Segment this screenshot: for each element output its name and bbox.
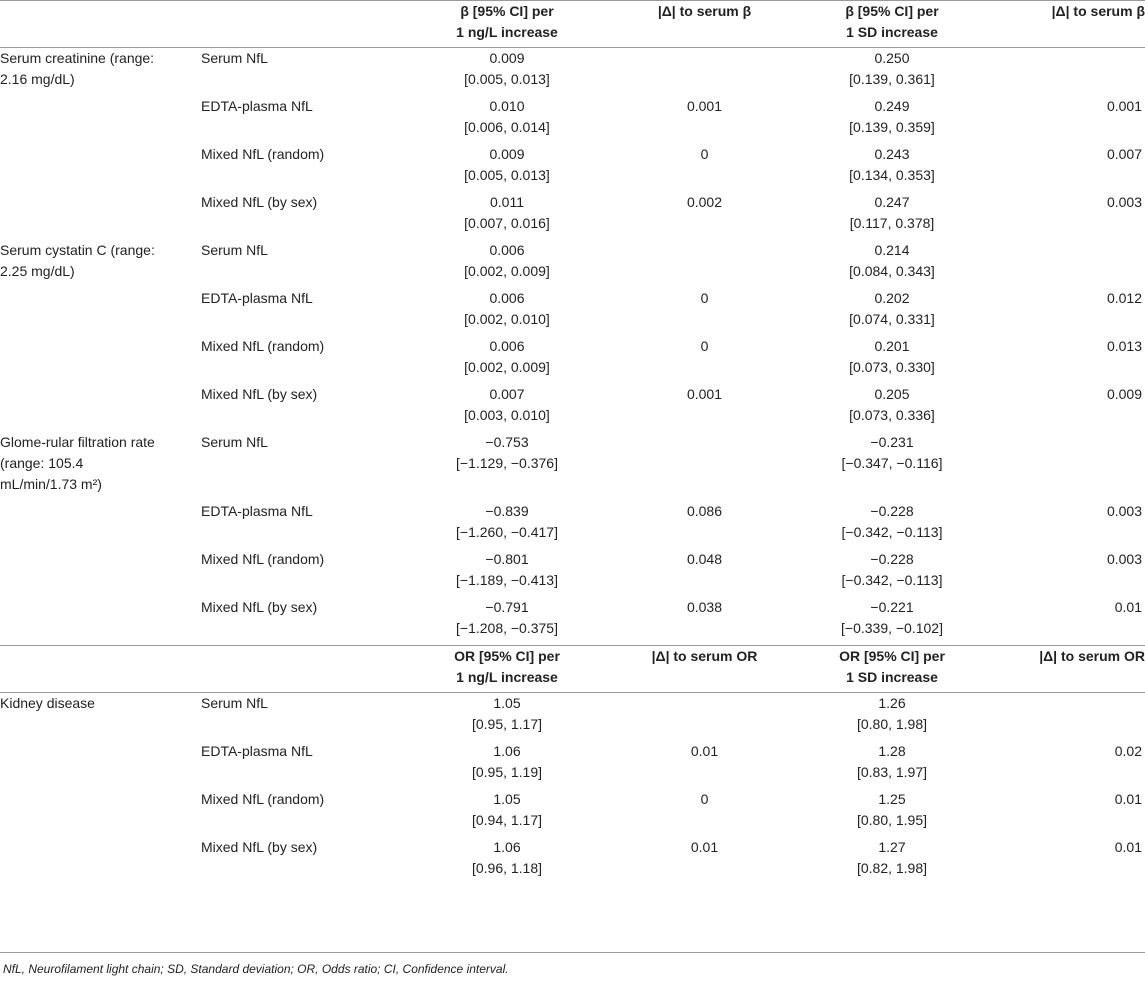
odds-ratio-per-ng-ci: [0.95, 1.19] <box>471 764 543 780</box>
nfl-sample-type: Mixed NfL (by sex) <box>201 386 318 402</box>
odds-ratio-per-ng <box>382 693 632 742</box>
delta-or-per-ng <box>632 693 777 742</box>
estimate-per-sd <box>777 288 1007 336</box>
estimate-per-sd-ci: [−0.342, −0.113] <box>841 572 943 588</box>
outcome-label <box>0 288 201 336</box>
estimate-per-sd-value: 0.214 <box>874 242 910 258</box>
outcome-label-line: Serum cystatin C (range: <box>0 242 155 258</box>
estimate-per-sd-ci: [0.139, 0.359] <box>849 119 935 135</box>
estimate-per-ng-ci: [0.006, 0.014] <box>464 119 550 135</box>
estimate-per-ng <box>382 240 632 288</box>
outcome-label-line: 2.16 mg/dL) <box>0 71 75 87</box>
results-table-body <box>0 1 1145 886</box>
odds-ratio-per-ng <box>382 741 632 789</box>
header-beta-per-sd-line2: 1 SD increase <box>846 24 938 40</box>
delta-per-sd: 0.003 <box>1106 503 1142 519</box>
header-beta-per-ng <box>382 1 632 48</box>
delta-or-per-sd: 0.01 <box>1114 839 1142 855</box>
estimate-per-sd-ci: [−0.342, −0.113] <box>841 524 943 540</box>
estimate-per-ng <box>382 597 632 646</box>
table-row <box>0 501 1145 549</box>
estimate-per-sd-value: −0.228 <box>870 503 914 519</box>
odds-ratio-per-ng <box>382 789 632 837</box>
outcome-label <box>0 384 201 432</box>
estimate-per-sd-ci: [0.074, 0.331] <box>849 311 935 327</box>
nfl-sample-type: EDTA-plasma NfL <box>201 503 313 519</box>
delta-per-sd <box>1007 432 1145 501</box>
delta-or-per-ng: 0.01 <box>690 839 719 855</box>
estimate-per-sd <box>777 240 1007 288</box>
estimate-per-ng-value: 0.011 <box>490 194 524 210</box>
delta-per-ng: 0.001 <box>686 98 723 114</box>
delta-per-sd: 0.003 <box>1106 194 1142 210</box>
estimate-per-ng-value: −0.801 <box>485 551 529 567</box>
outcome-label <box>0 192 201 240</box>
linear-header-row <box>0 1 1145 48</box>
delta-per-sd: 0.007 <box>1106 146 1142 162</box>
delta-per-ng: 0.038 <box>686 599 723 615</box>
table-bottom-rule <box>0 952 1145 953</box>
estimate-per-sd <box>777 597 1007 646</box>
odds-ratio-per-sd-value: 1.28 <box>878 743 906 759</box>
estimate-per-sd-ci: [0.073, 0.330] <box>849 359 935 375</box>
header-delta-beta: |Δ| to serum β <box>632 1 777 48</box>
estimate-per-ng-value: 0.007 <box>489 386 525 402</box>
odds-ratio-per-sd <box>777 741 1007 789</box>
delta-per-ng: 0.001 <box>686 386 723 402</box>
table-row <box>0 432 1145 501</box>
odds-ratio-per-ng-value: 1.06 <box>493 839 521 855</box>
table-row <box>0 837 1145 885</box>
estimate-per-ng-ci: [0.007, 0.016] <box>464 215 550 231</box>
table-row <box>0 693 1145 742</box>
nfl-sample-type: Mixed NfL (random) <box>201 338 325 354</box>
estimate-per-sd <box>777 144 1007 192</box>
estimate-per-sd-ci: [0.117, 0.378] <box>849 215 935 231</box>
delta-per-ng: 0 <box>700 338 709 354</box>
header-delta-beta-sd: |Δ| to serum β <box>1007 1 1145 48</box>
estimate-per-ng-value: −0.753 <box>485 434 529 450</box>
outcome-label <box>0 789 201 837</box>
header-blank-nfl <box>201 1 382 48</box>
estimate-per-ng-value: −0.791 <box>485 599 529 615</box>
table-row <box>0 48 1145 97</box>
estimate-per-sd-value: −0.231 <box>870 434 914 450</box>
estimate-per-sd <box>777 96 1007 144</box>
estimate-per-ng <box>382 336 632 384</box>
odds-ratio-per-ng-ci: [0.96, 1.18] <box>471 860 543 876</box>
table-row <box>0 789 1145 837</box>
delta-per-sd: 0.013 <box>1106 338 1142 354</box>
outcome-label <box>0 741 201 789</box>
delta-or-per-sd <box>1007 693 1145 742</box>
table-row <box>0 96 1145 144</box>
outcome-label-line: Serum creatinine (range: <box>0 50 155 66</box>
outcome-label-line: mL/min/1.73 m²) <box>0 476 102 492</box>
header-beta-per-sd-line1: β [95% CI] per <box>845 3 939 19</box>
estimate-per-sd-value: 0.243 <box>874 146 910 162</box>
estimate-per-ng <box>382 384 632 432</box>
delta-per-ng: 0.048 <box>686 551 723 567</box>
outcome-label <box>0 96 201 144</box>
table-row <box>0 741 1145 789</box>
delta-per-ng: 0.086 <box>686 503 723 519</box>
header-beta-per-sd <box>777 1 1007 48</box>
delta-per-sd: 0.001 <box>1106 98 1142 114</box>
estimate-per-ng <box>382 192 632 240</box>
estimate-per-sd <box>777 384 1007 432</box>
estimate-per-ng-value: 0.006 <box>489 290 525 306</box>
delta-per-ng: 0.002 <box>686 194 723 210</box>
delta-per-ng: 0 <box>700 290 709 306</box>
estimate-per-sd <box>777 336 1007 384</box>
delta-per-sd <box>1007 48 1145 97</box>
odds-ratio-per-ng-value: 1.05 <box>493 695 521 711</box>
header-blank-nfl <box>201 646 382 693</box>
odds-ratio-per-sd <box>777 789 1007 837</box>
estimate-per-sd <box>777 432 1007 501</box>
estimate-per-ng <box>382 144 632 192</box>
odds-ratio-per-sd-ci: [0.80, 1.95] <box>856 812 928 828</box>
estimate-per-ng <box>382 48 632 97</box>
odds-ratio-per-sd-value: 1.27 <box>878 839 906 855</box>
estimate-per-ng-ci: [0.005, 0.013] <box>464 71 550 87</box>
estimate-per-sd-value: −0.221 <box>870 599 914 615</box>
estimate-per-sd-ci: [0.084, 0.343] <box>849 263 935 279</box>
estimate-per-ng-ci: [−1.260, −0.417] <box>456 524 558 540</box>
header-or-per-ng <box>382 646 632 693</box>
delta-or-per-sd: 0.01 <box>1114 791 1142 807</box>
odds-ratio-per-ng <box>382 837 632 885</box>
outcome-label-line: 2.25 mg/dL) <box>0 263 75 279</box>
estimate-per-ng-ci: [−1.129, −0.376] <box>456 455 558 471</box>
outcome-label <box>0 144 201 192</box>
odds-ratio-per-sd <box>777 837 1007 885</box>
estimate-per-ng-value: 0.009 <box>489 50 525 66</box>
table-row <box>0 288 1145 336</box>
estimate-per-sd-ci: [0.134, 0.353] <box>849 167 935 183</box>
estimate-per-sd-value: 0.247 <box>874 194 910 210</box>
estimate-per-ng-value: 0.006 <box>489 242 525 258</box>
delta-per-ng <box>632 48 777 97</box>
odds-ratio-per-ng-value: 1.06 <box>493 743 521 759</box>
nfl-sample-type: Serum NfL <box>201 242 268 258</box>
nfl-sample-type: EDTA-plasma NfL <box>201 98 313 114</box>
table-footnote: NfL, Neurofilament light chain; SD, Standard deviation; OR, Odds ratio; CI, Confidence interval. <box>3 962 509 976</box>
estimate-per-sd <box>777 48 1007 97</box>
nfl-sample-type: Serum NfL <box>201 434 268 450</box>
header-beta-per-ng-line1: β [95% CI] per <box>460 3 554 19</box>
delta-or-per-ng: 0 <box>700 791 709 807</box>
odds-ratio-per-sd-value: 1.25 <box>878 791 906 807</box>
odds-ratio-per-ng-value: 1.05 <box>493 791 521 807</box>
outcome-label <box>0 336 201 384</box>
table-row <box>0 144 1145 192</box>
estimate-per-sd-value: −0.228 <box>870 551 914 567</box>
table-row <box>0 549 1145 597</box>
estimate-per-ng-ci: [−1.189, −0.413] <box>456 572 558 588</box>
nfl-sample-type: Mixed NfL (random) <box>201 551 325 567</box>
delta-per-sd: 0.003 <box>1106 551 1142 567</box>
nfl-sample-type: Mixed NfL (by sex) <box>201 194 318 210</box>
estimate-per-sd <box>777 192 1007 240</box>
delta-per-sd: 0.009 <box>1106 386 1142 402</box>
header-delta-or-sd: |Δ| to serum OR <box>1007 646 1145 693</box>
estimate-per-sd-ci: [0.073, 0.336] <box>849 407 935 423</box>
estimate-per-sd <box>777 549 1007 597</box>
estimate-per-sd-value: 0.201 <box>874 338 910 354</box>
estimate-per-ng-ci: [0.005, 0.013] <box>464 167 550 183</box>
header-or-per-sd-line1: OR [95% CI] per <box>839 648 945 664</box>
header-blank-outcome <box>0 646 201 693</box>
nfl-sample-type: Mixed NfL (by sex) <box>201 839 318 855</box>
odds-ratio-per-sd <box>777 693 1007 742</box>
estimate-per-sd-ci: [−0.339, −0.102] <box>841 620 943 636</box>
outcome-label <box>0 837 201 885</box>
header-or-per-sd <box>777 646 1007 693</box>
table-row <box>0 240 1145 288</box>
delta-per-ng: 0 <box>700 146 709 162</box>
delta-per-sd <box>1007 240 1145 288</box>
estimate-per-ng <box>382 501 632 549</box>
nfl-sample-type: Mixed NfL (random) <box>201 791 325 807</box>
outcome-label <box>0 48 201 97</box>
delta-or-per-sd: 0.02 <box>1114 743 1142 759</box>
header-or-per-ng-line1: OR [95% CI] per <box>454 648 560 664</box>
table-row <box>0 192 1145 240</box>
delta-per-sd: 0.012 <box>1106 290 1142 306</box>
odds-ratio-per-sd-ci: [0.82, 1.98] <box>856 860 928 876</box>
delta-per-ng <box>632 432 777 501</box>
header-delta-or: |Δ| to serum OR <box>632 646 777 693</box>
nfl-sample-type: Mixed NfL (random) <box>201 146 325 162</box>
nfl-sample-type: Serum NfL <box>201 695 268 711</box>
nfl-sample-type: Mixed NfL (by sex) <box>201 599 318 615</box>
estimate-per-ng <box>382 549 632 597</box>
outcome-label <box>0 597 201 646</box>
outcome-label-line: (range: 105.4 <box>0 455 84 471</box>
estimate-per-sd <box>777 501 1007 549</box>
outcome-label <box>0 501 201 549</box>
estimate-per-ng <box>382 96 632 144</box>
estimate-per-ng-value: 0.009 <box>489 146 525 162</box>
odds-ratio-per-sd-ci: [0.80, 1.98] <box>856 716 928 732</box>
outcome-label <box>0 549 201 597</box>
nfl-sample-type: EDTA-plasma NfL <box>201 743 313 759</box>
nfl-sample-type: Serum NfL <box>201 50 268 66</box>
estimate-per-sd-ci: [−0.347, −0.116] <box>841 455 943 471</box>
estimate-per-ng <box>382 432 632 501</box>
estimate-per-ng-ci: [0.002, 0.009] <box>464 263 550 279</box>
table-row <box>0 384 1145 432</box>
estimate-per-sd-value: 0.249 <box>874 98 910 114</box>
header-or-per-ng-line2: 1 ng/L increase <box>456 669 558 685</box>
outcome-label: Kidney disease <box>0 695 95 711</box>
odds-ratio-per-ng-ci: [0.94, 1.17] <box>471 812 543 828</box>
header-or-per-sd-line2: 1 SD increase <box>846 669 938 685</box>
estimate-per-ng <box>382 288 632 336</box>
estimate-per-ng-value: 0.006 <box>489 338 525 354</box>
estimate-per-ng-ci: [0.002, 0.009] <box>464 359 550 375</box>
table-row <box>0 336 1145 384</box>
delta-per-ng <box>632 240 777 288</box>
delta-per-sd: 0.01 <box>1114 599 1142 615</box>
estimate-per-ng-value: 0.010 <box>489 98 525 114</box>
odds-ratio-per-sd-ci: [0.83, 1.97] <box>856 764 928 780</box>
estimate-per-ng-ci: [−1.208, −0.375] <box>456 620 558 636</box>
estimate-per-ng-value: −0.839 <box>485 503 529 519</box>
odds-ratio-per-ng-ci: [0.95, 1.17] <box>471 716 543 732</box>
estimate-per-sd-value: 0.205 <box>874 386 910 402</box>
table-row <box>0 597 1145 646</box>
odds-ratio-per-sd-value: 1.26 <box>878 695 906 711</box>
estimate-per-ng-ci: [0.003, 0.010] <box>464 407 550 423</box>
nfl-sample-type: EDTA-plasma NfL <box>201 290 313 306</box>
header-blank-outcome <box>0 1 201 48</box>
estimate-per-sd-value: 0.250 <box>874 50 910 66</box>
estimate-per-sd-ci: [0.139, 0.361] <box>849 71 935 87</box>
logistic-header-row <box>0 646 1145 693</box>
outcome-label <box>0 240 201 288</box>
estimate-per-ng-ci: [0.002, 0.010] <box>464 311 550 327</box>
estimate-per-sd-value: 0.202 <box>874 290 910 306</box>
outcome-label <box>0 432 201 501</box>
outcome-label-line: Glome-rular filtration rate <box>0 434 155 450</box>
delta-or-per-ng: 0.01 <box>690 743 719 759</box>
header-beta-per-ng-line2: 1 ng/L increase <box>456 24 558 40</box>
